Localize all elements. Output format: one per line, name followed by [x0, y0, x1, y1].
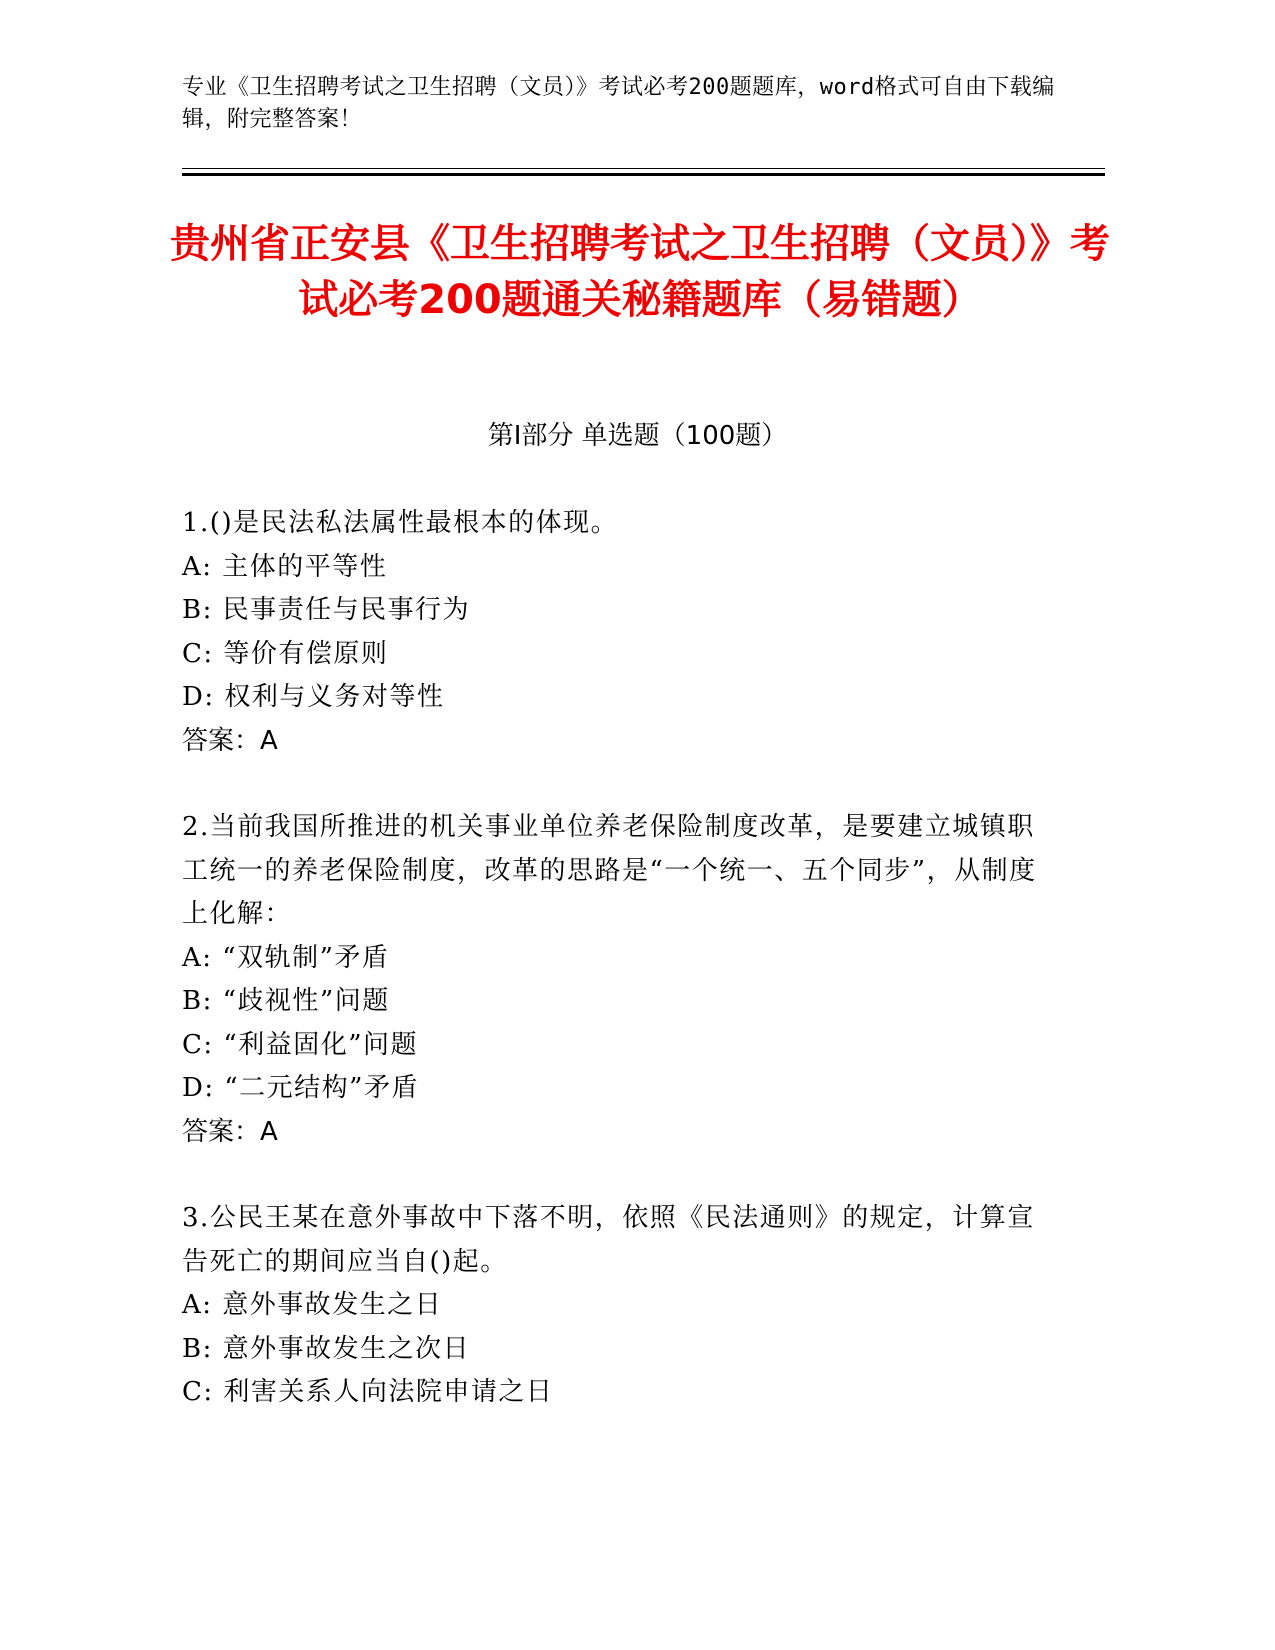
header-note: 专业《卫生招聘考试之卫生招聘（文员）》考试必考200题题库，word格式可自由下载编辑，附完整答案！	[182, 75, 1055, 132]
answer: 答案：A	[182, 1116, 278, 1147]
option-b: B: 意外事故发生之次日	[182, 1333, 471, 1364]
option-d: D: “二元结构”矛盾	[182, 1073, 419, 1103]
option-c: C: 利害关系人向法院申请之日	[182, 1377, 554, 1407]
option-a: A: “双轨制”矛盾	[182, 942, 390, 973]
option-a: A: 意外事故发生之日	[182, 1290, 443, 1320]
header-divider-thick	[182, 173, 1105, 176]
question-stem: 1.()是民法私法属性最根本的体现。	[182, 508, 619, 538]
question-2	[182, 806, 1062, 1154]
option-b: B: “歧视性”问题	[182, 986, 390, 1016]
header-divider-thin	[182, 168, 1105, 169]
question-3	[182, 1197, 1062, 1415]
option-a: A: 主体的平等性	[182, 551, 388, 582]
option-b: B: 民事责任与民事行为	[182, 595, 471, 625]
document-title: 贵州省正安县《卫生招聘考试之卫生招聘（文员）》考试必考200题通关秘籍题库（易错题）	[170, 221, 1110, 323]
section-title: 第Ⅰ部分 单选题（100题）	[487, 421, 788, 451]
option-c: C: “利益固化”问题	[182, 1029, 419, 1060]
option-c: C: 等价有偿原则	[182, 638, 389, 669]
answer: 答案：A	[182, 725, 278, 756]
option-d: D: 权利与义务对等性	[182, 682, 445, 712]
question-stem: 3.公民王某在意外事故中下落不明，依照《民法通则》的规定，计算宣告死亡的期间应当自()起。	[182, 1203, 1035, 1277]
question-stem: 2.当前我国所推进的机关事业单位养老保险制度改革，是要建立城镇职工统一的养老保险制度，改革的思路是“一个统一、五个同步”，从制度上化解：	[182, 812, 1037, 929]
question-1	[182, 502, 1062, 763]
question-list	[182, 502, 1062, 1458]
